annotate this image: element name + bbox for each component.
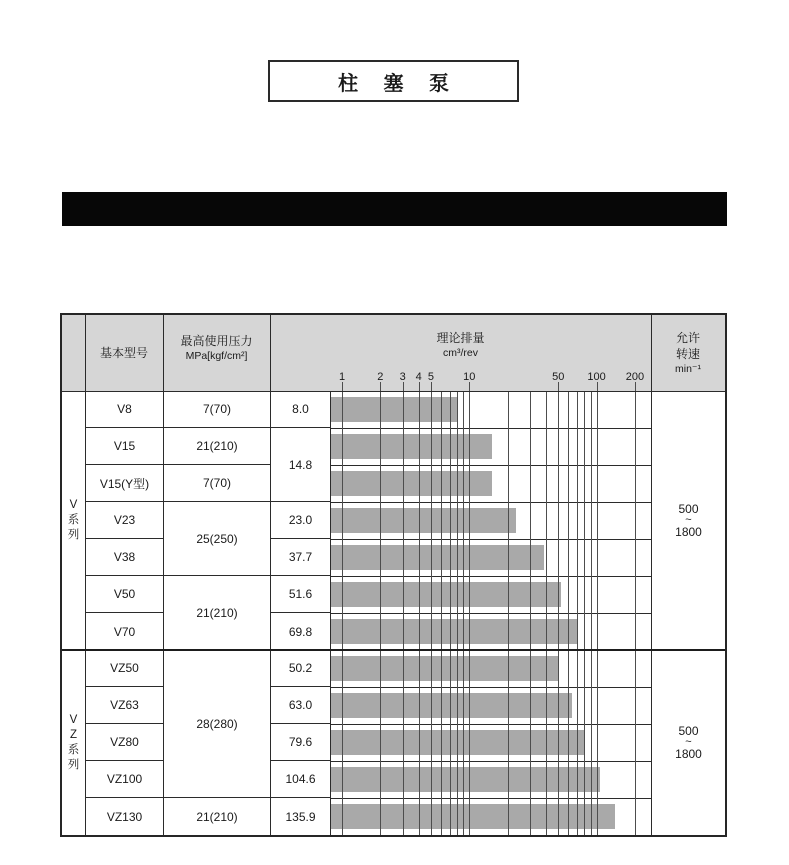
series-cell-char: Z: [69, 728, 78, 741]
displacement-cell: 8.0: [271, 391, 330, 428]
displacement-cell: 51.6: [271, 576, 330, 613]
column-divider: [85, 315, 86, 835]
chart-row-line: [330, 428, 651, 429]
chart-gridline: [508, 391, 509, 835]
axis-tick-label: 5: [427, 371, 435, 383]
model-cell: VZ100: [86, 761, 163, 798]
header-speed-line1: 允许: [675, 331, 700, 345]
model-cell: V15(Y型): [86, 465, 163, 502]
chart-gridline: [441, 391, 442, 835]
model-cell: VZ130: [106, 809, 143, 824]
model-cell: V38: [86, 539, 163, 576]
chart-gridline: [380, 391, 381, 835]
series-cell-char: V: [69, 713, 78, 726]
displacement-cell: 50.2: [271, 650, 330, 687]
axis-tick-label: 50: [552, 371, 565, 383]
header-pressure-line1: 最高使用压力: [180, 334, 253, 348]
chart-gridline: [546, 391, 547, 835]
axis-tick-label: 3: [399, 371, 406, 383]
chart-gridline: [584, 391, 585, 835]
speed-cell-line: 1800: [675, 747, 702, 761]
chart-bar: [331, 545, 544, 570]
series-cell-char: 系: [67, 743, 80, 756]
chart-bar: [331, 434, 492, 459]
chart-gridline: [431, 391, 432, 835]
column-divider: [163, 315, 164, 835]
model-cell: V50: [86, 576, 163, 613]
title-box: [268, 60, 519, 102]
pressure-cell: 21(210): [164, 428, 270, 465]
header-speed-line3: min⁻¹: [675, 363, 701, 375]
model-cell: V8: [86, 391, 163, 428]
pressure-cell: 25(250): [164, 502, 270, 576]
pump-spec-table: [60, 313, 727, 837]
model-cell: VZ80: [86, 724, 163, 761]
chart-gridline: [457, 391, 458, 835]
chart-gridline: [450, 391, 451, 835]
model-cell: V70: [113, 624, 136, 639]
chart-gridline: [635, 391, 636, 835]
pressure-cell: 28(280): [164, 650, 270, 798]
speed-cell-line: 1800: [675, 525, 702, 539]
chart-gridline: [463, 391, 464, 835]
speed-cell-line: ~: [685, 514, 692, 526]
chart-row-line: [330, 576, 651, 577]
displacement-cell: 79.6: [271, 724, 330, 761]
chart-gridline: [469, 391, 470, 835]
series-cell-char: 列: [67, 758, 80, 771]
chart-bar: [331, 582, 561, 607]
chart-bar: [331, 471, 492, 496]
axis-tick-label: 4: [415, 371, 422, 383]
model-cell: V23: [86, 502, 163, 539]
speed-cell-line: 500: [678, 502, 699, 516]
chart-bar: [331, 656, 559, 681]
displacement-cell: 14.8: [271, 428, 330, 502]
header-displacement: [270, 323, 651, 367]
pressure-cell: 21(210): [196, 606, 238, 620]
chart-bar: [331, 767, 600, 792]
speed-cell-line: 500: [678, 724, 699, 738]
chart-row-line: [330, 761, 651, 762]
header-model-label: 基本型号: [99, 346, 148, 360]
displacement-cell: 104.6: [271, 761, 330, 798]
header-model: [85, 315, 163, 391]
header-pressure: [163, 315, 270, 391]
chart-gridline: [577, 391, 578, 835]
speed-cell-line: ~: [685, 736, 692, 748]
series-cell-char: 列: [67, 529, 80, 541]
page-title: 柱 塞 泵: [337, 72, 460, 95]
speed-cell: [652, 650, 725, 835]
chart-gridline: [591, 391, 592, 835]
displacement-cell: 69.8: [288, 624, 313, 639]
series-cell: [62, 650, 85, 835]
header-divider: [62, 391, 725, 392]
chart-bar: [331, 693, 572, 718]
chart-gridline: [403, 391, 404, 835]
displacement-cell: 37.7: [271, 539, 330, 576]
column-divider: [330, 391, 331, 835]
chart-gridline: [530, 391, 531, 835]
pressure-cell: 7(70): [164, 465, 270, 502]
series-cell-char: 系: [67, 514, 80, 526]
header-pressure-line2: MPa[kgf/cm²]: [185, 350, 248, 362]
chart-gridline: [568, 391, 569, 835]
chart-gridline: [558, 391, 559, 835]
chart-row-line: [330, 502, 651, 503]
speed-cell: [652, 391, 725, 650]
chart-bar: [331, 619, 578, 644]
chart-row-line: [330, 798, 651, 799]
chart-row-line: [330, 724, 651, 725]
displacement-cell: 63.0: [271, 687, 330, 724]
chart-bar: [331, 397, 458, 422]
pressure-cell: 21(210): [196, 809, 238, 824]
chart-bar: [331, 508, 516, 533]
axis-tick-label: 10: [463, 371, 476, 383]
chart-gridline: [342, 391, 343, 835]
black-banner: [62, 192, 727, 226]
axis-tick-label: 1: [338, 371, 346, 383]
column-divider: [651, 315, 652, 835]
series-cell: [62, 391, 85, 650]
chart-row-line: [330, 465, 651, 466]
series-cell-char: V: [69, 499, 78, 511]
pressure-cell: 7(70): [164, 391, 270, 428]
axis-tick-label: 2: [377, 371, 384, 383]
model-cell: V15: [86, 428, 163, 465]
model-cell: VZ50: [86, 650, 163, 687]
header-displacement-line2: cm³/rev: [443, 347, 478, 359]
axis-tick-label: 100: [587, 371, 606, 383]
section-divider: [62, 649, 725, 651]
displacement-cell: 135.9: [285, 809, 316, 824]
header-displacement-line1: 理论排量: [436, 331, 485, 345]
displacement-cell: 23.0: [271, 502, 330, 539]
axis-tick-label: 200: [625, 371, 645, 383]
chart-row-line: [330, 687, 651, 688]
column-divider: [270, 315, 271, 835]
chart-bar: [331, 804, 615, 829]
chart-row-line: [330, 539, 651, 540]
model-cell: VZ63: [86, 687, 163, 724]
header-speed: [651, 315, 725, 391]
chart-gridline: [597, 391, 598, 835]
chart-row-line: [330, 613, 651, 614]
chart-gridline: [419, 391, 420, 835]
header-speed-line2: 转速: [675, 347, 700, 361]
